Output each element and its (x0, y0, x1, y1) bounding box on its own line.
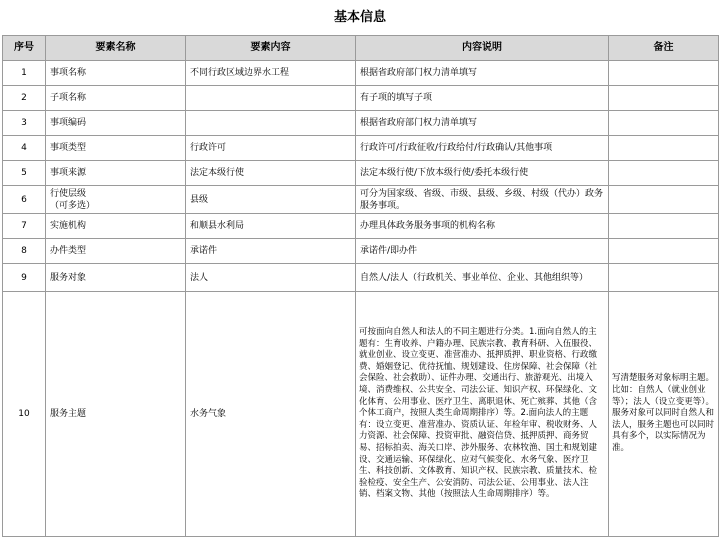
cell-content: 县级 (186, 186, 356, 214)
table-row (3, 161, 719, 186)
table-row (3, 136, 719, 161)
cell-desc: 承诺件/即办件 (356, 239, 609, 264)
cell-no: 9 (3, 264, 46, 292)
cell-name: 事项来源 (46, 161, 186, 186)
cell-no: 7 (3, 214, 46, 239)
table-row (3, 111, 719, 136)
cell-content (186, 111, 356, 136)
cell-name: 事项名称 (46, 61, 186, 86)
cell-desc: 行政许可/行政征收/行政给付/行政确认/其他事项 (356, 136, 609, 161)
cell-desc: 有子项的填写子项 (356, 86, 609, 111)
header-row (3, 36, 719, 61)
cell-desc: 可分为国家级、省级、市级、县级、乡级、村级（代办）政务服务事项。 (356, 186, 609, 214)
cell-no: 8 (3, 239, 46, 264)
cell-note (609, 61, 719, 86)
cell-no: 3 (3, 111, 46, 136)
cell-note (609, 264, 719, 292)
cell-desc: 法定本级行使/下放本级行使/委托本级行使 (356, 161, 609, 186)
cell-note (609, 161, 719, 186)
cell-name: 服务主题 (46, 292, 186, 537)
cell-name: 行使层级 （可多选） (46, 186, 186, 214)
table-row (3, 214, 719, 239)
cell-content: 水务气象 (186, 292, 356, 537)
cell-note (609, 86, 719, 111)
cell-note (609, 186, 719, 214)
cell-content (186, 86, 356, 111)
header-name: 要素名称 (46, 36, 186, 61)
cell-name: 子项名称 (46, 86, 186, 111)
cell-no: 10 (3, 292, 46, 537)
cell-note (609, 111, 719, 136)
info-table (2, 35, 719, 537)
cell-desc: 可按面向自然人和法人的不同主题进行分类。1.面向自然人的主题有：生育收养、户籍办理、民族宗教、教育科研、入伍服役、就业创业、设立变更、准营准办、抵押质押、职业资格、行政缴费、婚姻登记、优待抚恤、规划建设、住房保障、社会保障（社会保险、社会救助）、证件办理、交通出行、旅游观光、出境入境、消费维权、公共安全、司法公证、知识产权、环保绿化、文化体育、公用事业、医疗卫生、离职退休、死亡殡葬、其他（含个体工商户，按照人类生命周期排序）等。2.面向法人的主题有：设立变更、准营准办、资质认证、年检年审、税收财务、人力资源、社会保障、投资审批、融资信贷、抵押质押、商务贸易、招标拍卖、海关口岸、涉外服务、农林牧渔、国土和规划建设、交通运输、环保绿化、应对气候变化、水务气象、医疗卫生、科技创新、文体教育、知识产权、民族宗教、质量技术、检验检疫、安全生产、公安消防、司法公证、公用事业、法人注销、档案文物、其他（按照法人生命周期排序）等。 (356, 292, 609, 537)
cell-no: 4 (3, 136, 46, 161)
cell-name: 实施机构 (46, 214, 186, 239)
table-row (3, 264, 719, 292)
cell-content: 法人 (186, 264, 356, 292)
header-content: 要素内容 (186, 36, 356, 61)
cell-content: 行政许可 (186, 136, 356, 161)
cell-content: 和顺县水利局 (186, 214, 356, 239)
cell-name: 办件类型 (46, 239, 186, 264)
cell-no: 2 (3, 86, 46, 111)
cell-name: 事项类型 (46, 136, 186, 161)
cell-content: 不同行政区域边界水工程 (186, 61, 356, 86)
cell-desc: 根据省政府部门权力清单填写 (356, 61, 609, 86)
cell-no: 5 (3, 161, 46, 186)
table-row (3, 186, 719, 214)
sheet-title: 基本信息 (333, 10, 386, 25)
table-row (3, 239, 719, 264)
cell-note (609, 239, 719, 264)
header-note: 备注 (609, 36, 719, 61)
cell-note (609, 214, 719, 239)
cell-note: 写清楚服务对象标明主题。比如：自然人（就业创业等）；法人（设立变更等）。服务对象可以同时自然人和法人，服务主题也可以同时具有多个，以实际情况为准。 (609, 292, 719, 537)
cell-no: 6 (3, 186, 46, 214)
cell-name: 服务对象 (46, 264, 186, 292)
cell-no: 1 (3, 61, 46, 86)
header-no: 序号 (3, 36, 46, 61)
cell-note (609, 136, 719, 161)
cell-name: 事项编码 (46, 111, 186, 136)
cell-content: 法定本级行使 (186, 161, 356, 186)
cell-content: 承诺件 (186, 239, 356, 264)
table-row (3, 86, 719, 111)
cell-desc: 自然人/法人（行政机关、事业单位、企业、其他组织等） (356, 264, 609, 292)
table-row (3, 61, 719, 86)
cell-desc: 根据省政府部门权力清单填写 (356, 111, 609, 136)
header-desc: 内容说明 (356, 36, 609, 61)
cell-desc: 办理具体政务服务事项的机构名称 (356, 214, 609, 239)
table-row (3, 292, 719, 537)
